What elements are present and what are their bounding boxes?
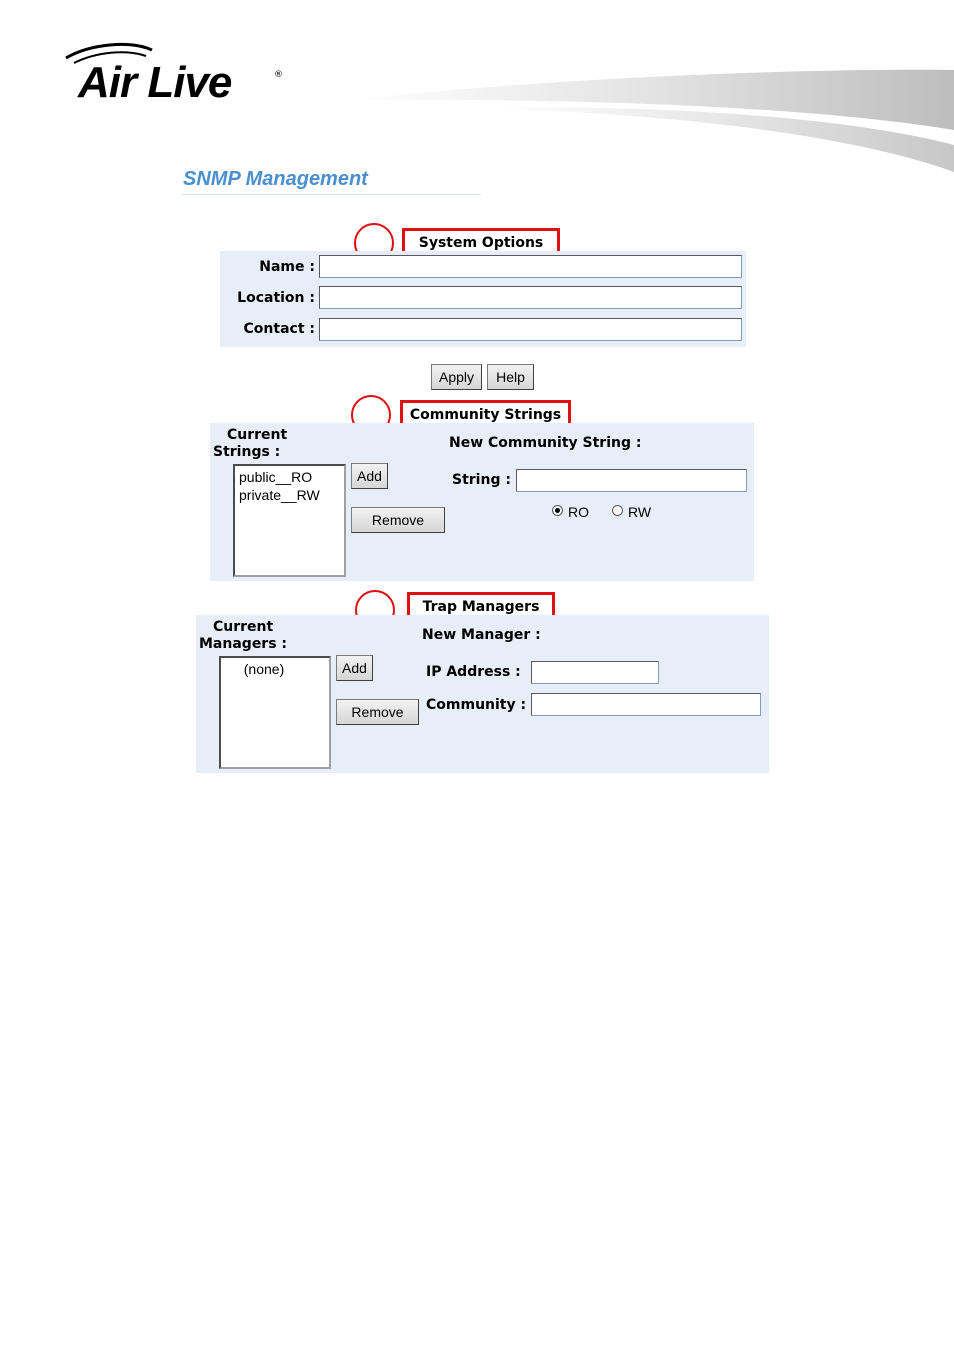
rw-radio[interactable] xyxy=(612,505,623,516)
community-strings-heading: Community Strings xyxy=(400,400,571,430)
string-label: String : xyxy=(452,472,511,488)
name-input[interactable] xyxy=(319,255,742,278)
name-label: Name : xyxy=(259,259,315,275)
current-strings-label-1: Current xyxy=(227,427,288,443)
current-managers-label-1: Current xyxy=(213,619,274,635)
current-strings-list[interactable] xyxy=(233,464,346,577)
community-input[interactable] xyxy=(531,693,761,716)
remove-manager-button[interactable]: Remove xyxy=(336,699,419,725)
rw-radio-label: RW xyxy=(628,504,652,520)
location-label: Location : xyxy=(237,290,315,306)
system-options-heading: System Options xyxy=(402,228,560,258)
list-item[interactable]: private__RW xyxy=(239,487,320,503)
ip-address-label: IP Address : xyxy=(426,664,521,680)
list-item[interactable]: (none) xyxy=(243,661,285,677)
add-string-button[interactable]: Add xyxy=(351,463,388,489)
ro-radio-label: RO xyxy=(568,504,589,520)
airlive-logo: Air Live xyxy=(78,58,232,107)
apply-button[interactable]: Apply xyxy=(431,364,482,390)
ro-radio[interactable] xyxy=(552,505,563,516)
new-community-string-heading: New Community String : xyxy=(449,435,642,451)
ip-address-input[interactable] xyxy=(531,661,659,684)
page-title: SNMP Management xyxy=(183,168,368,190)
community-label: Community : xyxy=(426,697,527,713)
contact-input[interactable] xyxy=(319,318,742,341)
help-button[interactable]: Help xyxy=(487,364,534,390)
current-managers-list[interactable] xyxy=(219,656,331,769)
current-strings-label-2: Strings : xyxy=(213,444,281,460)
title-divider xyxy=(181,194,481,195)
string-input[interactable] xyxy=(516,469,747,492)
list-item[interactable]: public__RO xyxy=(239,469,313,485)
remove-string-button[interactable]: Remove xyxy=(351,507,445,533)
new-manager-heading: New Manager : xyxy=(422,627,541,643)
trap-managers-heading: Trap Managers xyxy=(407,592,555,621)
add-manager-button[interactable]: Add xyxy=(336,655,373,681)
location-input[interactable] xyxy=(319,286,742,309)
registered-mark: ® xyxy=(274,70,283,80)
contact-label: Contact : xyxy=(243,321,315,337)
current-managers-label-2: Managers : xyxy=(199,636,288,652)
